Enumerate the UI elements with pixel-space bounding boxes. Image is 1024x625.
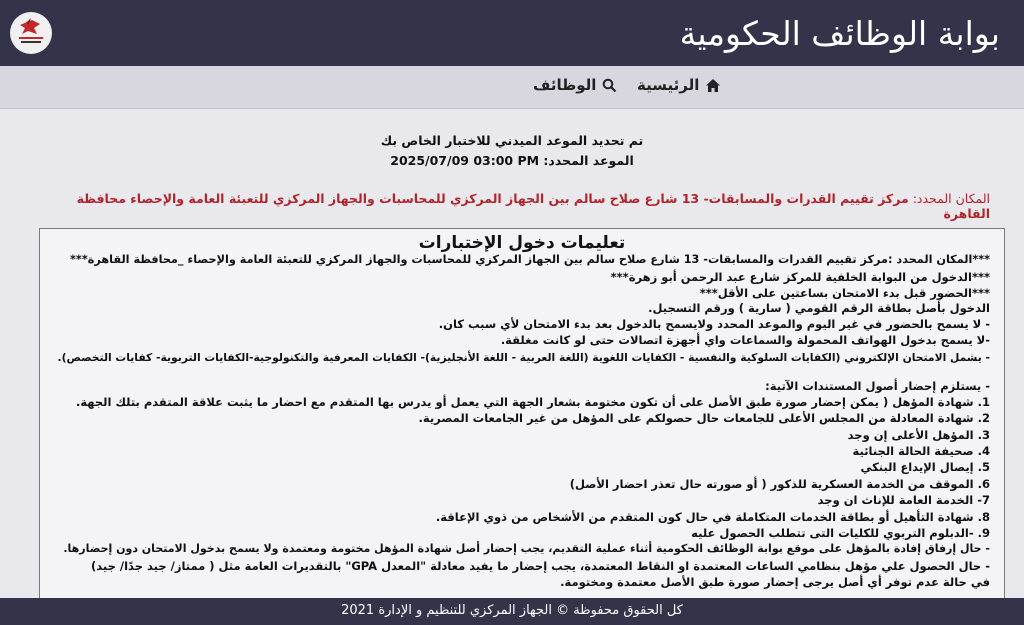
- footer-copyright: كل الحقوق محفوظة © الجهاز المركزي للتنظيم و الإدارة 2021: [341, 603, 683, 618]
- location-value: مركز تقييم القدرات والمسابقات- 13 شارع صلاح سالم بين الجهاز المركزي للمحاسبات والجهاز المركزي للتعبئة العامة والإحصاء محافظة القاهرة: [76, 191, 990, 221]
- date-value: 2025/07/09 03:00 PM: [390, 153, 540, 168]
- instruction-line: في حالة عدم توفر أي أصل يرجى إحضار صورة طبق الأصل معتمدة ومختومة.: [560, 575, 990, 589]
- nav-home-label: الرئيسية: [637, 76, 700, 94]
- instruction-line: ***الدخول من البوابة الخلفية للمركز شارع عبد الرحمن أبو زهرة***: [610, 270, 990, 284]
- instruction-line: الدخول بأصل بطاقة الرقم القومي ( سارية ) ورقم التسجيل.: [648, 301, 990, 315]
- instruction-line: - حال الحصول علي مؤهل بنظامي الساعات المعتمدة او النقاط المعتمدة، يجب إحضار ما يفيد معادلة "المعدل GPA" بالتقديرات العامة مثل ( ممتاز/ جيد جدًا/ جيد): [91, 559, 990, 573]
- nav-jobs-label: الوظائف: [533, 76, 597, 94]
- logo-emblem-icon: [10, 12, 52, 54]
- footer: [0, 598, 1024, 625]
- exam-location: [40, 191, 990, 221]
- instruction-line: -لا يسمح بدخول الهواتف المحمولة والسماعات واي أجهزة اتصالات حتى لو كانت مغلقة.: [500, 333, 990, 347]
- instruction-line: - حال إرفاق إفادة بالمؤهل على موقع بوابة الوظائف الحكومية أثناء عملية التقديم، يجب إحضار أصل شهادة المؤهل مختومة ومعتمدة ولا يسمح بدخول الامتحان دون إحضارها.: [63, 542, 990, 555]
- instruction-line: 2. شهادة المعادلة من المجلس الأعلى للجامعات حال حصولكم على المؤهل من غير الجامعات المصرية.: [418, 411, 990, 425]
- nav-jobs[interactable]: [533, 76, 617, 94]
- main-nav: [0, 66, 1024, 109]
- instruction-line: 5. إيصال الإيداع البنكي: [860, 460, 990, 474]
- home-icon: [705, 78, 721, 93]
- instruction-line: 1. شهادة المؤهل ( يمكن إحضار صورة طبق الأصل على أن تكون مختومة بشعار الجهة التي يعمل أو يدرس بها المتقدم مع احضار ما يثبت علاقة المتقدم بتلك الجهة.: [75, 395, 990, 409]
- instructions-box: [39, 228, 1005, 600]
- instruction-line: 4. صحيفة الحالة الجنائية: [852, 444, 990, 458]
- instruction-line: 3. المؤهل الأعلى إن وجد: [847, 428, 990, 442]
- instructions-title: تعليمات دخول الإختبارات: [418, 233, 626, 253]
- instruction-line: ***الحضور قبل بدء الامتحان بساعتين على الأقل***: [699, 286, 990, 300]
- nav-home[interactable]: [637, 76, 721, 94]
- search-icon: [602, 78, 617, 93]
- instruction-line: ***المكان المحدد :مركز تقييم القدرات والمسابقات- 13 شارع صلاح سالم بين الجهاز المركزي للمحاسبات والجهاز المركزي للتعبئة العامة والإحصاء _محافظة القاهرة***: [70, 253, 990, 266]
- location-label: المكان المحدد:: [912, 191, 990, 206]
- date-label: الموعد المحدد:: [543, 153, 634, 168]
- appointment-date: [0, 153, 1024, 168]
- site-logo[interactable]: [10, 12, 52, 54]
- instruction-line: - لا يسمح بالحضور في غير اليوم والموعد المحدد ولايسمح بالدخول بعد بدء الامتحان لأي سبب كان.: [438, 317, 990, 331]
- header-bar: [0, 0, 1024, 66]
- instruction-line: 9. -الدبلوم التربوي للكليات التى تتطلب الحصول عليه: [691, 526, 990, 540]
- instruction-line: - يشمل الامتحان الإلكتروني (الكفايات السلوكية والنفسية - الكفايات اللغوية (اللغة العربية - اللغة الأنجليزية)- الكفايات المعرفية والتكنولوجية-الكفايات التربوية- كفايات التخصص).: [57, 351, 990, 364]
- instruction-line: - يستلزم إحضار أصول المستندات الآتية:: [765, 379, 990, 393]
- site-title: بوابة الوظائف الحكومية: [679, 14, 1000, 53]
- confirmation-message: تم تحديد الموعد الميدني للاختبار الخاص بك: [380, 133, 644, 148]
- instruction-line: 8. شهادة التأهيل أو بطاقة الخدمات المتكاملة في حال كون المتقدم من الأشخاص من ذوي الإعاقة.: [435, 510, 990, 524]
- instruction-line: 6. الموقف من الخدمة العسكرية للذكور ( أو صورته حال تعذر احضار الأصل): [569, 477, 990, 491]
- instruction-line: 7- الخدمة العامة للإناث ان وجد: [817, 493, 990, 507]
